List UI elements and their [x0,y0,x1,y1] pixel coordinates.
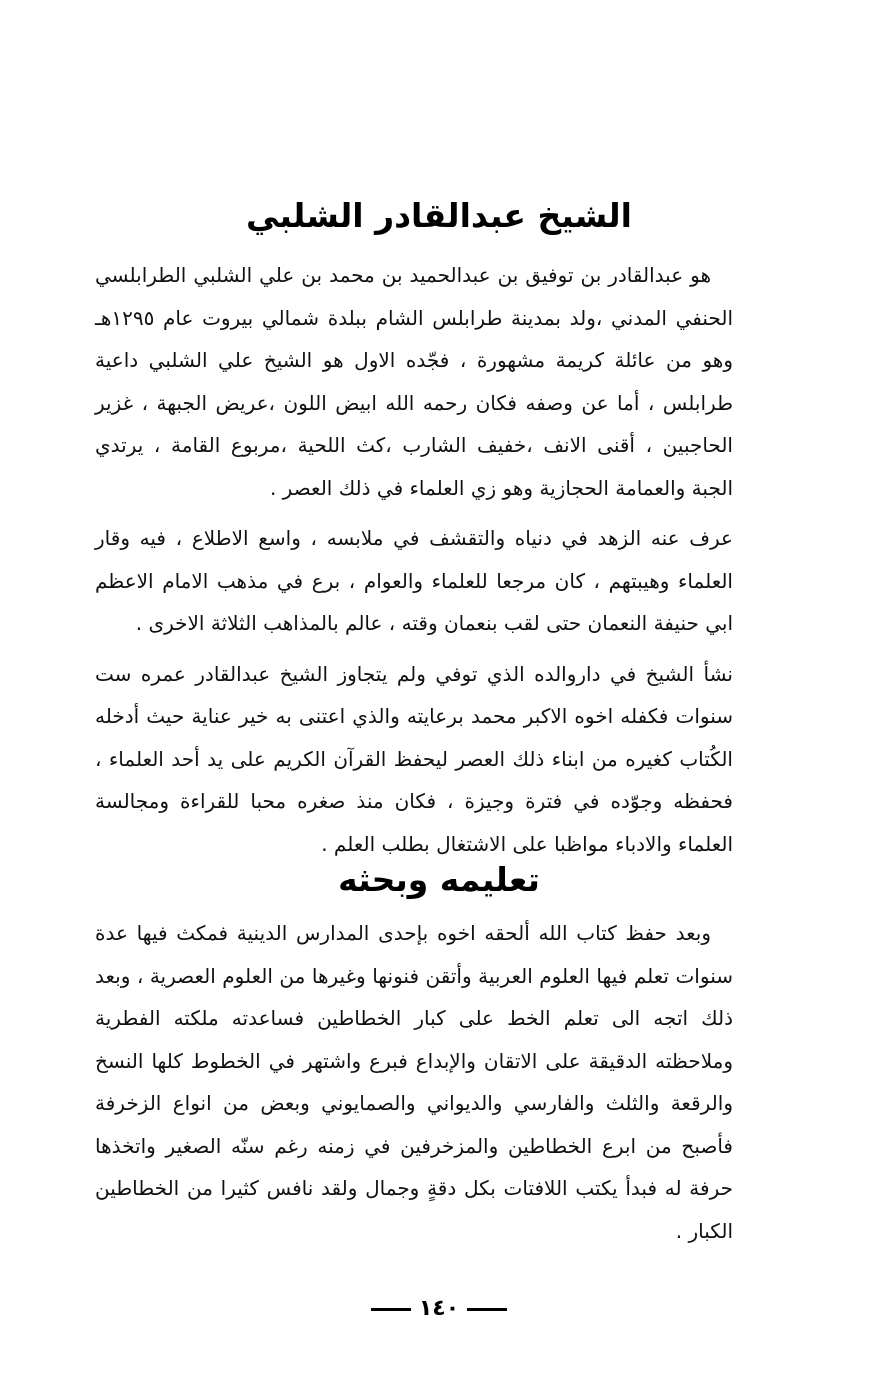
page-number [0,1296,878,1321]
paragraph-text: نشأ الشيخ في داروالده الذي توفي ولم يتجاوز الشيخ عبدالقادر عمره ست سنوات فكفله اخوه الاكبر محمد برعايته والذي اعتنى به خير عناية حيث أدخله الكُتاب كغيره من ابناء ذلك العصر ليحفظ القرآن الكريم على يد أحد العلماء ، فحفظه وجوّده في فترة وجيزة ، فكان منذ صغره محبا للقراءة ومجالسة العلماء والادباء مواظبا على الاشتغال بطلب العلم . [95,661,733,856]
biography-heading: الشيخ عبدالقادر الشلبي [246,196,632,235]
biography-paragraph-2 [95,517,733,645]
biography-paragraph-1 [95,254,733,509]
page-number-value: ١٤٠ [418,1296,460,1321]
paragraph-text: وبعد حفظ كتاب الله ألحقه اخوه بإحدى المدارس الدينية فمكث فيها عدة سنوات تعلم فيها العلوم العربية وأتقن فنونها وغيرها من العلوم العصرية ، وبعد ذلك اتجه الى تعلم الخط على كبار الخطاطين فساعدته ملكته الفطرية وملاحظته الدقيقة على الاتقان والإبداع فبرع واشتهر في الخطوط كلها النسخ والرقعة والثلث والفارسي والديواني والصمايوني وبعض من انواع الزخرفة فأصبح من ابرع الخطاطين والمزخرفين في زمنه رغم سنّه الصغير واتخذها حرفة له فبدأ يكتب اللافتات بكل دقةٍ وجمال ولقد نافس كثيرا من الخطاطين الكبار . [95,921,733,1243]
biography-section [95,254,733,865]
biography-paragraph-3 [95,653,733,866]
page-number-dash-right [467,1308,507,1311]
education-paragraph-1 [95,912,733,1252]
page-number-dash-left [371,1308,411,1311]
education-heading: تعليمه وبحثه [338,860,540,899]
education-section [95,912,733,1252]
paragraph-text: هو عبدالقادر بن توفيق بن عبدالحميد بن محمد بن علي الشلبي الطرابلسي الحنفي المدني ،ولد بمدينة طرابلس الشام ببلدة شمالي بيروت عام ١٢٩٥هـ وهو من عائلة كريمة مشهورة ، فجّده الاول هو الشيخ علي الشلبي داعية طرابلس ، أما عن وصفه فكان رحمه الله ابيض اللون ،عريض الجبهة ، غزير الحاجبين ، أقنى الانف ،خفيف الشارب ،كث اللحية ،مربوع القامة ، يرتدي الجبة والعمامة الحجازية وهو زي العلماء في ذلك العصر . [95,263,733,500]
paragraph-text: عرف عنه الزهد في دنياه والتقشف في ملابسه ، واسع الاطلاع ، فيه وقار العلماء وهيبتهم ، كان مرجعا للعلماء والعوام ، برع في مذهب الامام الاعظم ابي حنيفة النعمان حتى لقب بنعمان وقته ، عالم بالمذاهب الثلاثة الاخرى . [95,526,733,635]
